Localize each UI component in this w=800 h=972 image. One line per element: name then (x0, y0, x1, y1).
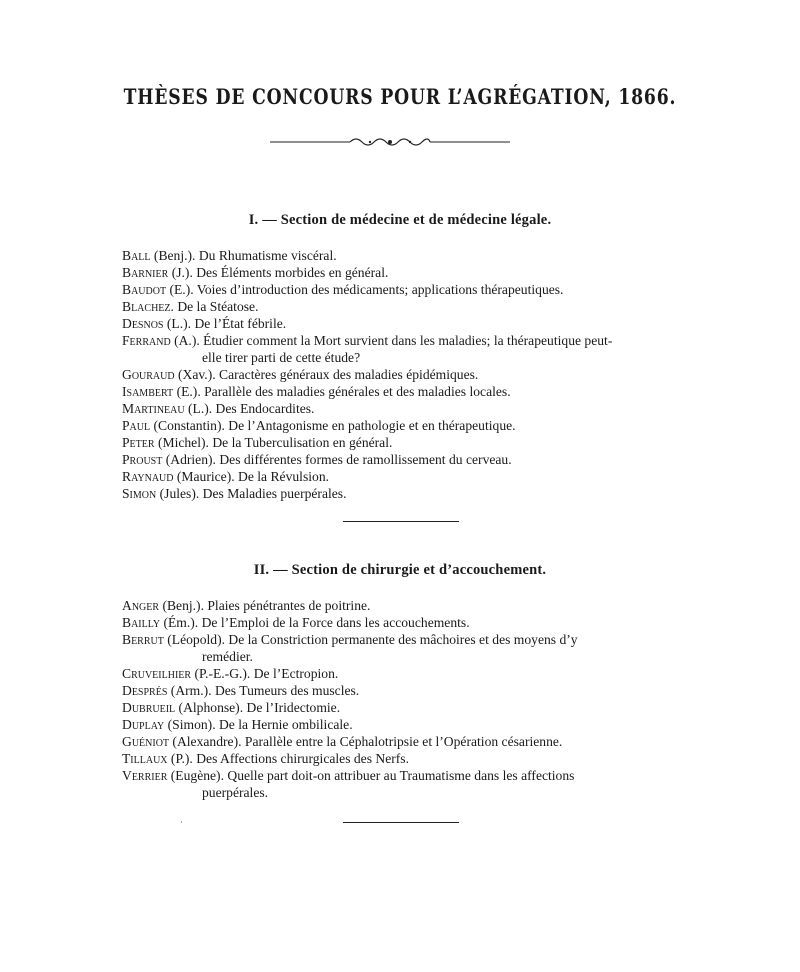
thesis-title: (Jules). Des Maladies puerpérales. (156, 486, 347, 501)
section-divider-bottom (343, 822, 459, 823)
thesis-title: (Alexandre). Parallèle entre la Céphalotripsie et l’Opération césarienne. (169, 734, 563, 749)
thesis-title: (Benj.). Plaies pénétrantes de poitrine. (159, 598, 371, 613)
thesis-title: (Adrien). Des différentes formes de ramollissement du cerveau. (162, 452, 512, 467)
thesis-entry (122, 750, 682, 767)
thesis-entry (122, 665, 682, 682)
author-name: Després (122, 683, 168, 698)
thesis-title: (Benj.). Du Rhumatisme viscéral. (150, 248, 337, 263)
author-name: Raynaud (122, 469, 174, 484)
thesis-list-medecine (122, 247, 682, 502)
thesis-entry (122, 614, 682, 631)
thesis-entry (122, 366, 682, 383)
author-name: Cruveilhier (122, 666, 192, 681)
author-name: Ball (122, 248, 151, 263)
thesis-entry (122, 434, 682, 451)
thesis-title: (A.). Étudier comment la Mort survient dans les maladies; la thérapeutique peut- (170, 333, 613, 348)
author-name: Isambert (122, 384, 174, 399)
thesis-title: (E.). Voies d’introduction des médicaments; applications thérapeutiques. (166, 282, 564, 297)
author-name: Berrut (122, 632, 164, 647)
thesis-title: (L.). De l’État fébrile. (163, 316, 287, 331)
thesis-title: (Eugène). Quelle part doit-on attribuer au Traumatisme dans les affections (167, 768, 575, 783)
thesis-title: (P.-E.-G.). De l’Ectropion. (191, 666, 339, 681)
thesis-title-continuation: puerpérales. (202, 785, 269, 800)
thesis-title: (J.). Des Éléments morbides en général. (168, 265, 389, 280)
page-title: THÈSES DE CONCOURS POUR L’AGRÉGATION, 1866. (123, 84, 677, 109)
author-name: Desnos (122, 316, 164, 331)
section-heading-chirurgie: II. — Section de chirurgie et d’accouchement. (253, 562, 547, 578)
author-name: Peter (122, 435, 155, 450)
author-name: Guéniot (122, 734, 170, 749)
author-name: Anger (122, 598, 160, 613)
thesis-title: (Alphonse). De l’Iridectomie. (175, 700, 341, 715)
thesis-entry (122, 682, 682, 699)
section-heading-medecine: I. — Section de médecine et de médecine légale. (248, 212, 552, 228)
section-divider (343, 521, 459, 522)
thesis-entry (122, 315, 682, 332)
author-name: Paul (122, 418, 151, 433)
author-name: Ferrand (122, 333, 171, 348)
author-name: Bailly (122, 615, 161, 630)
thesis-entry (122, 468, 682, 485)
author-name: Proust (122, 452, 163, 467)
ornament-divider (270, 134, 510, 150)
thesis-title: (Ém.). De l’Emploi de la Force dans les accouchements. (160, 615, 470, 630)
thesis-title: (Simon). De la Hernie ombilicale. (164, 717, 353, 732)
author-name: Gouraud (122, 367, 175, 382)
thesis-entry (122, 298, 682, 315)
thesis-entry (122, 281, 682, 298)
author-name: Martineau (122, 401, 185, 416)
thesis-entry (122, 417, 682, 434)
author-name: Baudot (122, 282, 167, 297)
thesis-entry (122, 631, 682, 665)
thesis-title-continuation: remédier. (202, 649, 253, 664)
thesis-title: (Xav.). Caractères généraux des maladies épidémiques. (174, 367, 479, 382)
thesis-title: (Léopold). De la Constriction permanente des mâchoires et des moyens d’y (163, 632, 578, 647)
thesis-entry (122, 597, 682, 614)
thesis-entry (122, 699, 682, 716)
author-name: Barnier (122, 265, 169, 280)
author-name: Dubrueil (122, 700, 176, 715)
thesis-entry (122, 332, 682, 366)
author-name: Duplay (122, 717, 165, 732)
thesis-title: . De la Stéatose. (170, 299, 259, 314)
author-name: Simon (122, 486, 157, 501)
thesis-title: (L.). Des Endocardites. (184, 401, 315, 416)
thesis-entry (122, 451, 682, 468)
thesis-title: (Maurice). De la Révulsion. (173, 469, 330, 484)
thesis-title: (Constantin). De l’Antagonisme en pathologie et en thérapeutique. (150, 418, 516, 433)
thesis-list-chirurgie (122, 597, 682, 801)
thesis-entry (122, 264, 682, 281)
author-name: Blachez (122, 299, 171, 314)
thesis-title: (Arm.). Des Tumeurs des muscles. (167, 683, 360, 698)
thesis-title: (P.). Des Affections chirurgicales des Nerfs. (167, 751, 409, 766)
author-name: Tillaux (122, 751, 168, 766)
print-speck: · (180, 818, 183, 828)
author-name: Verrier (122, 768, 168, 783)
thesis-entry (122, 400, 682, 417)
thesis-entry (122, 485, 682, 502)
thesis-entry (122, 383, 682, 400)
thesis-entry (122, 767, 682, 801)
thesis-title: (E.). Parallèle des maladies générales et des maladies locales. (173, 384, 511, 399)
thesis-title: (Michel). De la Tuberculisation en général. (154, 435, 393, 450)
thesis-title-continuation: elle tirer parti de cette étude? (202, 350, 361, 365)
thesis-entry (122, 247, 682, 264)
thesis-entry (122, 716, 682, 733)
thesis-entry (122, 733, 682, 750)
